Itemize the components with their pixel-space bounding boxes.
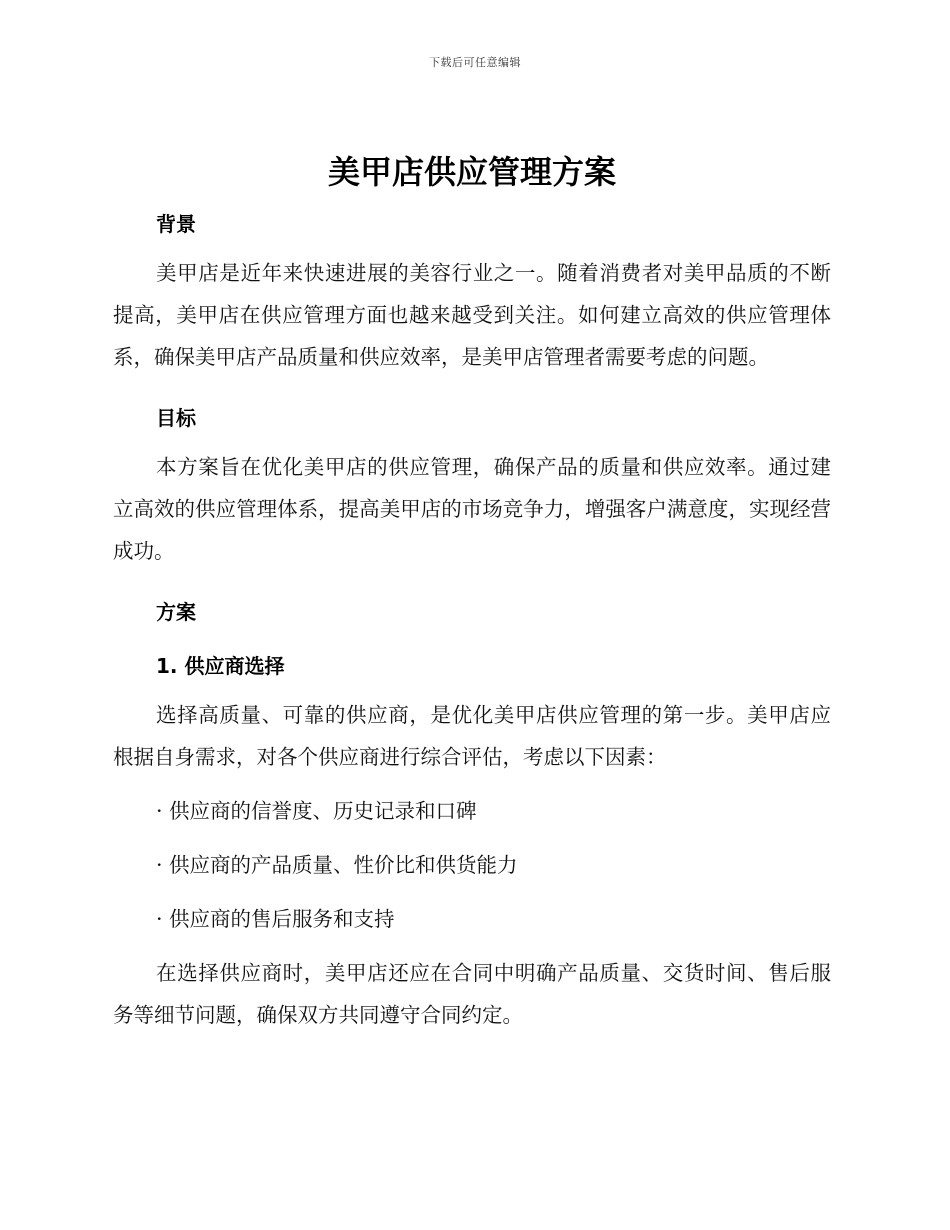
- paragraph-goal: 本方案旨在优化美甲店的供应管理，确保产品的质量和供应效率。通过建立高效的供应管理体系，提高美甲店的市场竞争力，增强客户满意度，实现经营成功。: [113, 455, 831, 563]
- section-heading-goal: 目标: [156, 406, 196, 430]
- spacer: [113, 432, 831, 446]
- spacer: [113, 572, 831, 598]
- subsection-heading-supplier-selection: 1. 供应商选择: [156, 654, 285, 678]
- spacer: [113, 940, 831, 952]
- paragraph-supplier-selection: 选择高质量、可靠的供应商，是优化美甲店供应管理的第一步。美甲店应根据自身需求，对各个供应商进行综合评估，考虑以下因素：: [113, 703, 831, 769]
- paragraph-background: 美甲店是近年来快速进展的美容行业之一。随着消费者对美甲品质的不断提高，美甲店在供应管理方面也越来越受到关注。如何建立高效的供应管理体系，确保美甲店产品质量和供应效率，是美甲店管理者需要考虑的问题。: [113, 261, 831, 369]
- spacer: [113, 886, 831, 898]
- document-title: 美甲店供应管理方案: [327, 153, 616, 191]
- bullet-item: · 供应商的产品质量、性价比和供货能力: [156, 853, 518, 877]
- spacer: [113, 680, 831, 694]
- spacer: [113, 832, 831, 844]
- document-body: [113, 148, 831, 1036]
- spacer: [113, 778, 831, 790]
- bullet-item: · 供应商的信誉度、历史记录和口碑: [156, 799, 477, 823]
- spacer: [113, 378, 831, 404]
- header-note: 下载后可任意编辑: [429, 56, 521, 69]
- section-heading-background: 背景: [156, 212, 196, 236]
- paragraph-contract: 在选择供应商时，美甲店还应在合同中明确产品质量、交货时间、售后服务等细节问题，确保双方共同遵守合同约定。: [113, 961, 831, 1027]
- section-heading-plan: 方案: [156, 600, 196, 624]
- bullet-item: · 供应商的售后服务和支持: [156, 907, 395, 931]
- spacer: [113, 626, 831, 652]
- spacer: [113, 238, 831, 252]
